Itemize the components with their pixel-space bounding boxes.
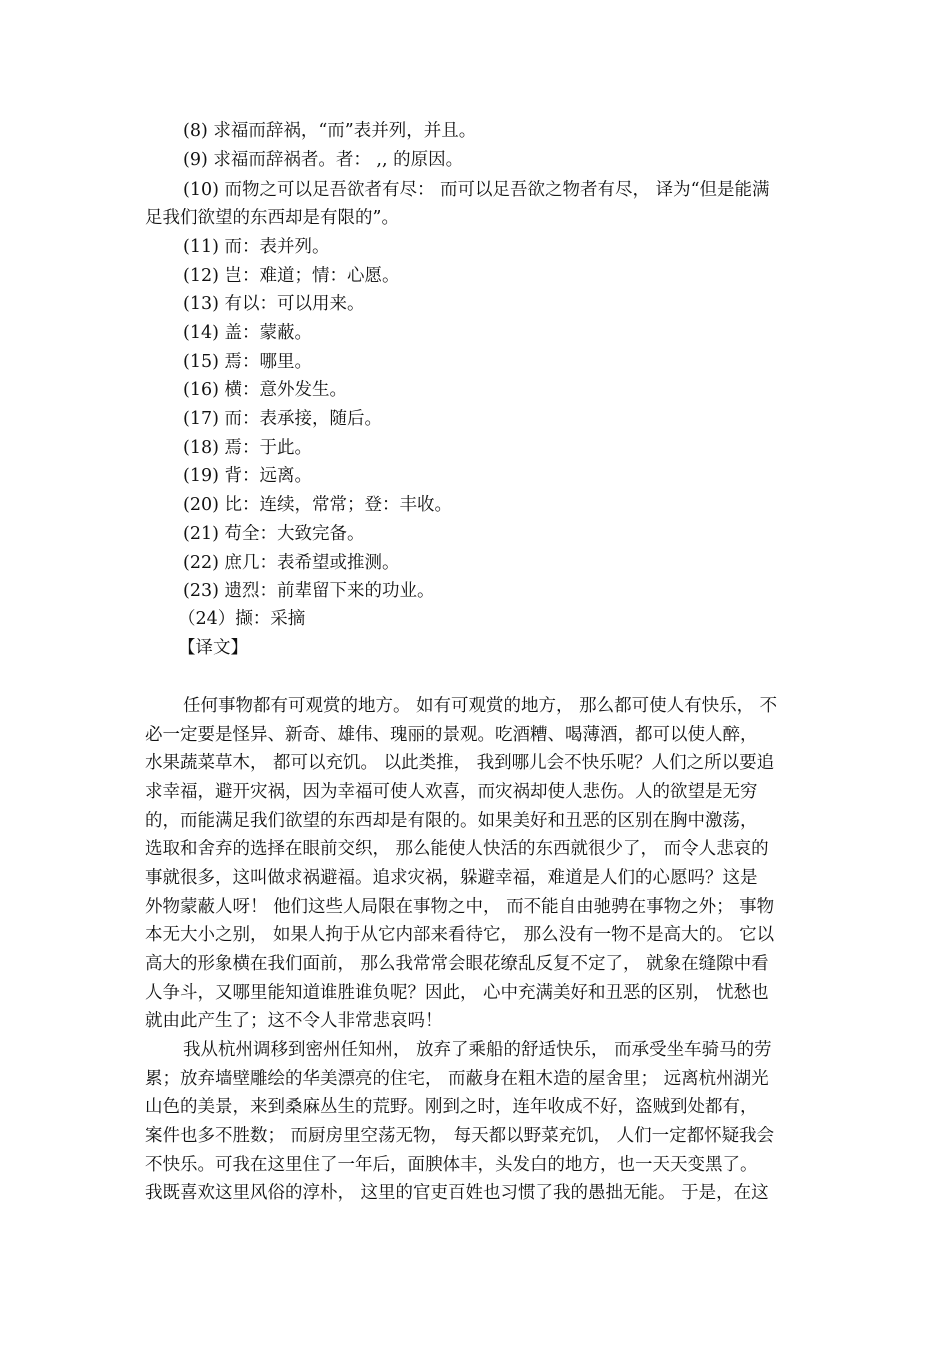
note-item: (11) 而：表并列。 (183, 237, 330, 257)
note-item: (10) 而物之可以足吾欲者有尽： 而可以足吾欲之物者有尽， 译为“但是能满 (183, 180, 770, 200)
translation-line: 高大的形象横在我们面前， 那么我常常会眼花缭乱反复不定了， 就象在缝隙中看 (145, 954, 769, 974)
translation-line: 外物蒙蔽人呀！ 他们这些人局限在事物之中， 而不能自由驰骋在事物之外； 事物 (145, 897, 775, 917)
section-heading: 【译文】 (178, 638, 248, 658)
note-item-continuation: 足我们欲望的东西却是有限的”。 (145, 208, 399, 228)
note-item: （24）撷：采摘 (178, 609, 306, 629)
translation-line: 水果蔬菜草木， 都可以充饥。 以此类推， 我到哪儿会不快乐呢？人们之所以要追 (145, 753, 775, 773)
note-item: (13) 有以：可以用来。 (183, 294, 365, 314)
note-item: (19) 背：远离。 (183, 466, 312, 486)
translation-line: 求幸福，避开灾祸，因为幸福可使人欢喜，而灾祸却使人悲伤。人的欲望是无穷 (145, 782, 758, 802)
translation-line: 任何事物都有可观赏的地方。 如有可观赏的地方， 那么都可使人有快乐， 不 (183, 696, 778, 716)
note-item: (23) 遗烈：前辈留下来的功业。 (183, 581, 435, 601)
translation-line: 我既喜欢这里风俗的淳朴， 这里的官吏百姓也习惯了我的愚拙无能。 于是，在这 (145, 1183, 769, 1203)
note-item: (14) 盖：蒙蔽。 (183, 323, 312, 343)
note-item: (12) 岂：难道；情：心愿。 (183, 266, 400, 286)
note-item: (22) 庶几：表希望或推测。 (183, 553, 400, 573)
translation-line: 本无大小之别， 如果人拘于从它内部来看待它， 那么没有一物不是高大的。 它以 (145, 925, 775, 945)
translation-line: 人争斗，又哪里能知道谁胜谁负呢？因此， 心中充满美好和丑恶的区别， 忧愁也 (145, 983, 769, 1003)
translation-line: 累；放弃墙壁雕绘的华美漂亮的住宅， 而蔽身在粗木造的屋舍里； 远离杭州湖光 (145, 1069, 769, 1089)
note-item: (15) 焉：哪里。 (183, 352, 312, 372)
translation-line: 就由此产生了；这不令人非常悲哀吗！ (145, 1011, 443, 1031)
note-item: (16) 横：意外发生。 (183, 380, 347, 400)
note-item: (8) 求福而辞祸，“而”表并列，并且。 (183, 121, 477, 141)
translation-line: 选取和舍弃的选择在眼前交织， 那么能使人快活的东西就很少了， 而令人悲哀的 (145, 839, 769, 859)
translation-line: 的，而能满足我们欲望的东西却是有限的。如果美好和丑恶的区别在胸中激荡， (145, 811, 758, 831)
note-item: (18) 焉：于此。 (183, 438, 312, 458)
translation-line: 事就很多，这叫做求祸避福。追求灾祸，躲避幸福，难道是人们的心愿吗？这是 (145, 868, 758, 888)
translation-line: 我从杭州调移到密州任知州， 放弃了乘船的舒适快乐， 而承受坐车骑马的劳 (183, 1040, 772, 1060)
note-item: (9) 求福而辞祸者。者： ,, 的原因。 (183, 150, 464, 170)
note-item: (20) 比：连续，常常；登：丰收。 (183, 495, 452, 515)
translation-line: 案件也多不胜数； 而厨房里空荡无物， 每天都以野菜充饥， 人们一定都怀疑我会 (145, 1126, 775, 1146)
note-item: (21) 苟全：大致完备。 (183, 524, 365, 544)
translation-line: 必一定要是怪异、新奇、雄伟、瑰丽的景观。吃酒糟、喝薄酒，都可以使人醉， (145, 725, 758, 745)
translation-line: 山色的美景，来到桑麻丛生的荒野。刚到之时，连年收成不好，盗贼到处都有， (145, 1097, 758, 1117)
note-item: (17) 而：表承接，随后。 (183, 409, 382, 429)
translation-line: 不快乐。可我在这里住了一年后，面腴体丰，头发白的地方，也一天天变黑了。 (145, 1155, 758, 1175)
